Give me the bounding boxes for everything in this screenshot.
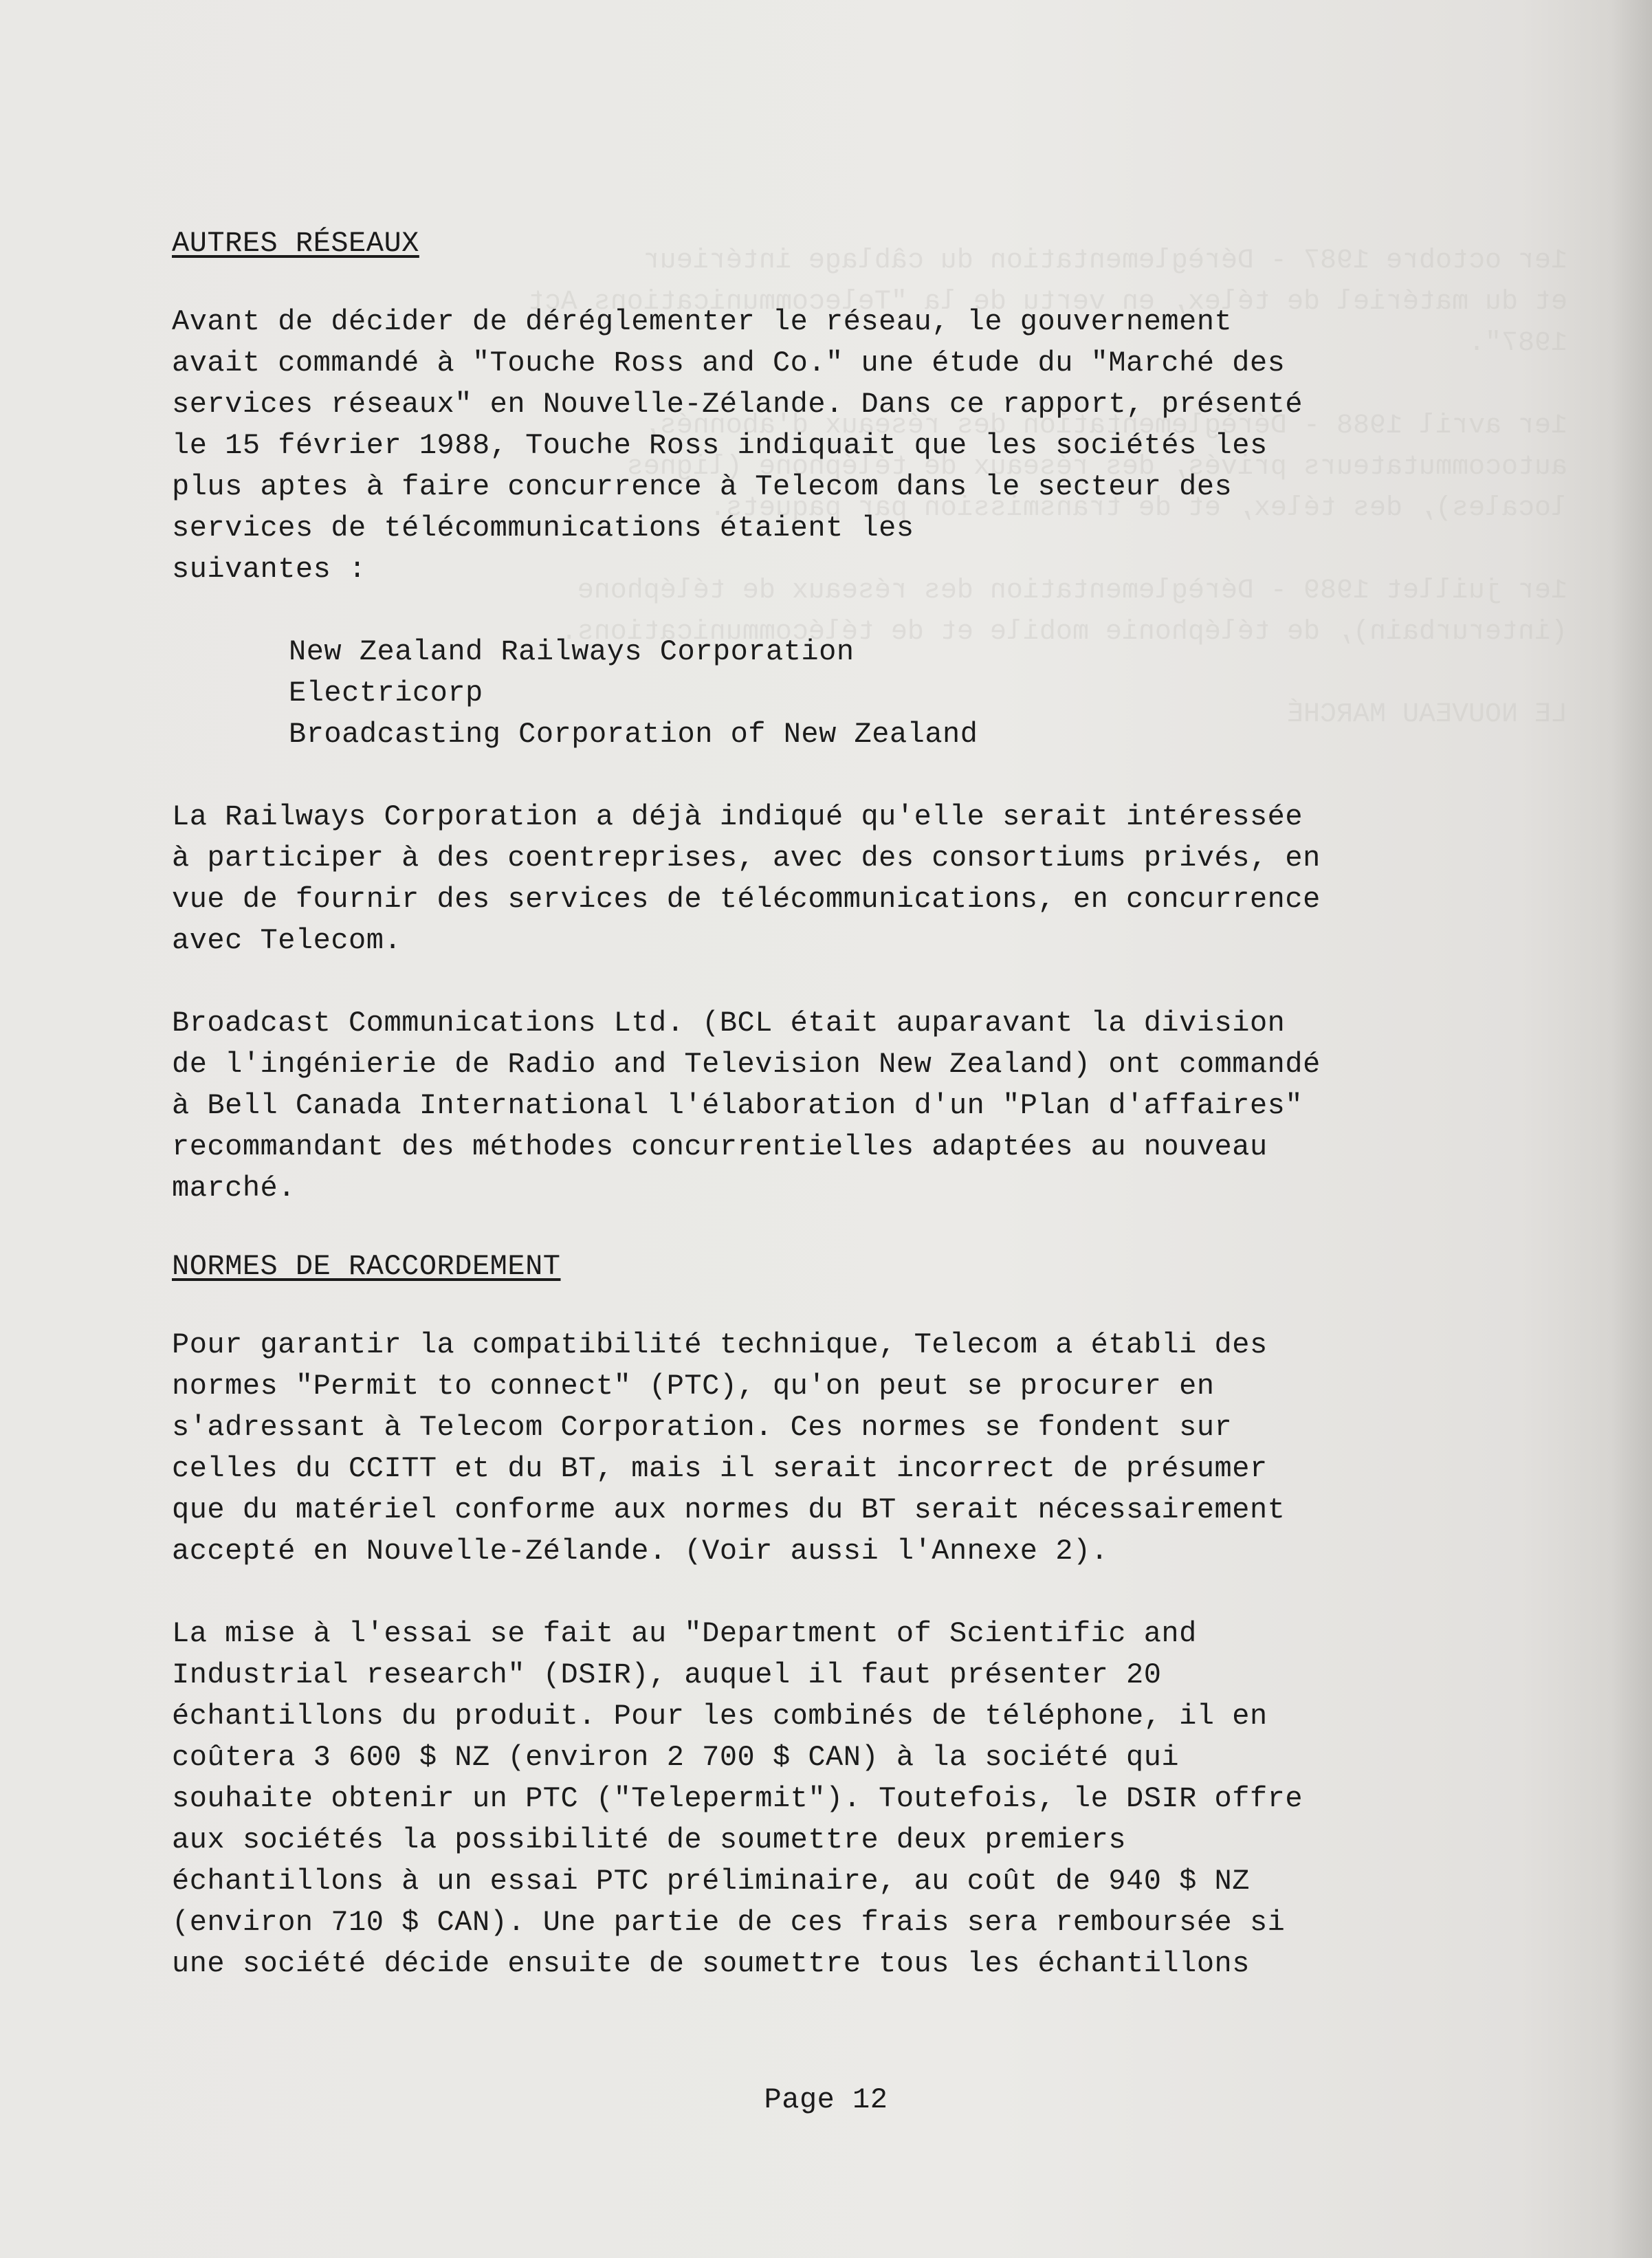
text-line: une société décide ensuite de soumettre tous les échantillons: [172, 1947, 1250, 1980]
text-line: avait commandé à "Touche Ross and Co." une étude du "Marché des: [172, 347, 1286, 380]
text-line: celles du CCITT et du BT, mais il serait incorrect de présumer: [172, 1452, 1268, 1485]
text-line: Pour garantir la compatibilité technique, Telecom a établi des: [172, 1328, 1268, 1361]
text-line: le 15 février 1988, Touche Ross indiquait que les sociétés les: [172, 429, 1268, 462]
text-line: à participer à des coentreprises, avec des consortiums privés, en: [172, 842, 1321, 875]
text-line: suivantes :: [172, 553, 366, 586]
text-line: La mise à l'essai se fait au "Department of Scientific and: [172, 1617, 1197, 1650]
text-line: accepté en Nouvelle-Zélande. (Voir aussi l'Annexe 2).: [172, 1535, 1109, 1568]
text-line: services de télécommunications étaient les: [172, 512, 914, 545]
text-line: (environ 710 $ CAN). Une partie de ces frais sera remboursée si: [172, 1906, 1286, 1939]
text-line: plus aptes à faire concurrence à Telecom dans le secteur des: [172, 470, 1233, 503]
text-line: que du matériel conforme aux normes du BT serait nécessairement: [172, 1493, 1286, 1526]
section-heading-normes: NORMES DE RACCORDEMENT: [172, 1250, 561, 1283]
text-line: vue de fournir des services de télécommunications, en concurrence: [172, 883, 1321, 916]
paragraph-ptc: [172, 1324, 1540, 1572]
text-line: aux sociétés la possibilité de soumettre deux premiers: [172, 1823, 1127, 1856]
binding-shadow: [1611, 0, 1652, 2258]
paragraph-dsir: [172, 1613, 1540, 1984]
text-line: marché.: [172, 1172, 296, 1205]
text-line: coûtera 3 600 $ NZ (environ 2 700 $ CAN) à la société qui: [172, 1741, 1180, 1774]
text-line: Industrial research" (DSIR), auquel il faut présenter 20: [172, 1658, 1162, 1691]
section-heading-autres-reseaux: AUTRES RÉSEAUX: [172, 227, 419, 260]
text-line: Avant de décider de déréglementer le réseau, le gouvernement: [172, 305, 1233, 338]
text-line: échantillons à un essai PTC préliminaire, au coût de 940 $ NZ: [172, 1865, 1250, 1898]
page-number: Page 12: [764, 2083, 888, 2116]
page-content: [172, 227, 1540, 1984]
text-line: La Railways Corporation a déjà indiqué qu'elle serait intéressée: [172, 800, 1303, 833]
text-line: normes "Permit to connect" (PTC), qu'on peut se procurer en: [172, 1370, 1215, 1403]
text-line: Broadcast Communications Ltd. (BCL était auparavant la division: [172, 1007, 1286, 1040]
paragraph-bcl: [172, 1002, 1540, 1209]
text-line: s'adressant à Telecom Corporation. Ces normes se fondent sur: [172, 1411, 1233, 1444]
list-item: Electricorp: [289, 677, 483, 710]
text-line: à Bell Canada International l'élaboration d'un "Plan d'affaires": [172, 1089, 1303, 1122]
paragraph-railways: [172, 796, 1540, 961]
text-line: de l'ingénierie de Radio and Television New Zealand) ont commandé: [172, 1048, 1321, 1081]
company-list: [172, 631, 1540, 755]
list-item: New Zealand Railways Corporation: [289, 635, 855, 668]
text-line: échantillons du produit. Pour les combinés de téléphone, il en: [172, 1700, 1268, 1733]
text-line: avec Telecom.: [172, 924, 402, 957]
text-line: souhaite obtenir un PTC ("Telepermit"). Toutefois, le DSIR offre: [172, 1782, 1303, 1815]
paragraph-intro: [172, 301, 1540, 590]
list-item: Broadcasting Corporation of New Zealand: [289, 718, 978, 751]
show-through-texture: 1er octobre 1987 - Dérèglementation du câblage intérieur et du matériel de télex, en vertu de la "Telecommunications Act 1987". 1er avril 1988 - Dérèglementation des réseaux d'abonnés, autocommutateurs privés, des réseaux de téléphone (lignes locales), des télex, et de transmission par paquets. 1er juillet 1989 - Dérèglementation des réseaux de téléphone (interurbain), de téléphonie mobile et de télécommunications. LE NOUVEAU MARCHÉ: [527, 245, 1567, 730]
text-line: services réseaux" en Nouvelle-Zélande. Dans ce rapport, présenté: [172, 388, 1303, 421]
text-line: recommandant des méthodes concurrentielles adaptées au nouveau: [172, 1130, 1268, 1163]
